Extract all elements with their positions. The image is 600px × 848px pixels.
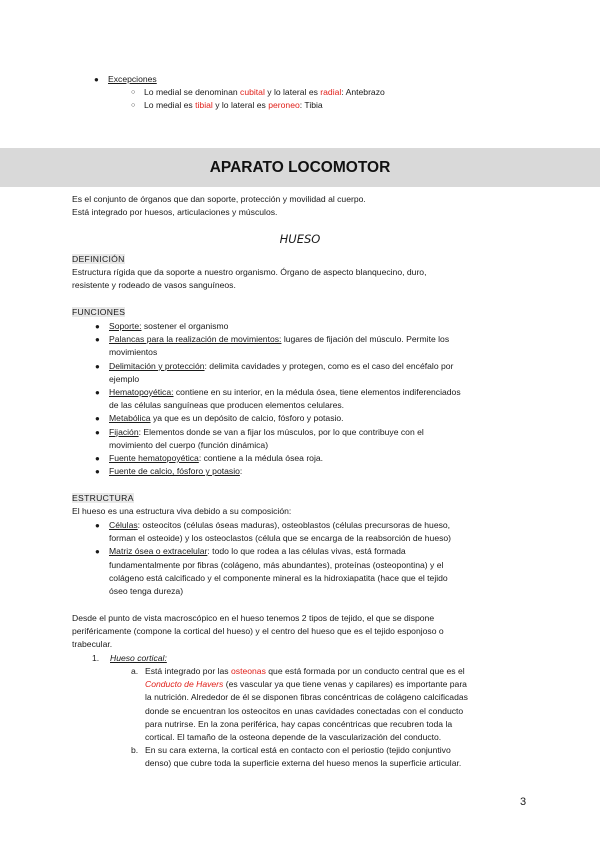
circle-bullet-icon: ○ bbox=[131, 102, 136, 110]
macro-line: trabecular. bbox=[72, 639, 113, 650]
cortical-label: Hueso cortical: bbox=[110, 653, 167, 663]
funciones-heading bbox=[72, 306, 542, 319]
excepcion-item-2 bbox=[131, 99, 568, 112]
item-continuation: donde se encuentran los osteocitos en unas cavidades conectadas con el conducto bbox=[145, 705, 464, 716]
macro-line: Desde el punto de vista macroscópico en el hueso tenemos 2 tipos de tejido, el que se dispone bbox=[72, 613, 435, 623]
item-term: Delimitación y protección bbox=[109, 360, 205, 371]
red-term: osteonas bbox=[231, 666, 266, 676]
item-text: contiene en su interior, en la médula ósea, tiene elementos indiferenciados bbox=[173, 387, 461, 398]
excepciones-item bbox=[94, 73, 568, 86]
list-item bbox=[95, 386, 529, 412]
item-continuation: movimientos bbox=[109, 347, 158, 358]
item-continuation: óseo tenga dureza) bbox=[109, 586, 184, 597]
red-term: radial bbox=[320, 87, 342, 98]
item-text: ya que es un depósito de calcio, fósforo y potasio. bbox=[150, 413, 344, 424]
text: Lo medial es bbox=[144, 100, 196, 111]
estructura-list bbox=[95, 519, 529, 598]
bullet-icon: ● bbox=[95, 414, 100, 424]
circle-bullet-icon: ○ bbox=[131, 89, 136, 97]
macro-paragraph bbox=[72, 612, 542, 652]
item-text: : Elementos donde se van a fijar los músculos, por lo que contribuye con el bbox=[138, 426, 424, 437]
item-continuation: cortical. El tamaño de la osteona depende de la vascularización del conducto. bbox=[145, 732, 442, 743]
list-item bbox=[95, 320, 529, 333]
item-term: Células bbox=[109, 520, 138, 530]
section-subtitle: HUESO bbox=[279, 232, 321, 246]
item-text: : osteocitos (células óseas maduras), osteoblastos (células precursoras de hueso, bbox=[137, 520, 451, 530]
item-term: Hematopoyética: bbox=[109, 387, 174, 398]
item-continuation: la nutrición. Alrededor de él se disponen fibras concéntricas de colágeno calcificadas bbox=[145, 692, 468, 703]
red-term: peroneo bbox=[268, 100, 300, 111]
macro-line: periféricamente (compone la cortical del hueso) y el centro del hueso que es el tejido esponjoso o bbox=[72, 626, 444, 637]
bullet-icon: ● bbox=[95, 427, 100, 437]
item-text: lugares de fijación del músculo. Permite los bbox=[281, 334, 450, 345]
item-text: : contiene a la médula ósea roja. bbox=[198, 453, 324, 464]
item-text: : delimita cavidades y protegen, como es el caso del encéfalo por bbox=[204, 360, 454, 371]
item-term: Soporte: bbox=[109, 321, 142, 331]
list-letter: a. bbox=[131, 666, 139, 676]
excepciones-block bbox=[94, 73, 568, 113]
item-continuation: colágeno está calcificado y el componente mineral es la hidroxiapatita (hace que el tejido bbox=[109, 572, 448, 583]
funciones-section bbox=[72, 306, 542, 319]
red-term: Conducto de Havers bbox=[145, 679, 224, 690]
bullet-icon: ● bbox=[94, 75, 99, 84]
item-continuation: movimiento del cuerpo (función dinámica) bbox=[109, 439, 269, 450]
list-item bbox=[95, 465, 529, 478]
definicion-line: Estructura rígida que da soporte a nuestro organismo. Órgano de aspecto blanquecino, duro, bbox=[72, 267, 427, 278]
cortical-sublist bbox=[131, 665, 535, 771]
list-item bbox=[95, 519, 529, 545]
item-term: Matriz ósea o extracelular bbox=[109, 546, 208, 557]
text: : Tibia bbox=[299, 100, 323, 111]
heading-text: DEFINICIÓN bbox=[72, 254, 125, 264]
list-item bbox=[95, 545, 529, 598]
red-term: tibial bbox=[195, 100, 213, 111]
text: : Antebrazo bbox=[341, 87, 385, 98]
bullet-icon: ● bbox=[95, 388, 100, 398]
intro-line: Está integrado por huesos, articulaciones y músculos. bbox=[72, 207, 278, 218]
list-item bbox=[95, 426, 529, 452]
bullet-icon: ● bbox=[95, 322, 100, 331]
heading-text: ESTRUCTURA bbox=[72, 493, 134, 503]
item-continuation: de las células sanguíneas que producen elementos celulares. bbox=[109, 400, 345, 411]
cortical-item bbox=[92, 652, 530, 665]
definicion-line: resistente y rodeado de vasos sanguíneos. bbox=[72, 280, 236, 291]
definicion-section bbox=[72, 253, 542, 293]
item-continuation: fundamentalmente por fibras (colágeno, más abundantes), proteínas (osteopontina) y el bbox=[109, 559, 444, 570]
text: Lo medial se denominan bbox=[144, 87, 241, 98]
bullet-icon: ● bbox=[95, 361, 100, 371]
item-term: Palancas para la realización de movimientos: bbox=[109, 334, 282, 345]
excepciones-label: Excepciones bbox=[108, 74, 157, 84]
list-item bbox=[95, 333, 529, 359]
heading-text: FUNCIONES bbox=[72, 307, 126, 317]
list-item bbox=[95, 360, 529, 386]
estructura-intro: El hueso es una estructura viva debido a su composición: bbox=[72, 506, 292, 517]
text: y lo lateral es bbox=[264, 87, 321, 98]
item-continuation: para nutrirse. En la zona periférica, hay capas concéntricas que recubren toda la bbox=[145, 718, 453, 729]
intro-line: Es el conjunto de órganos que dan soporte, protección y movilidad al cuerpo. bbox=[72, 194, 366, 204]
estructura-heading bbox=[72, 492, 542, 505]
list-item bbox=[95, 412, 529, 425]
red-term: cubital bbox=[240, 87, 265, 98]
funciones-list bbox=[95, 320, 529, 478]
item-term: Fijación bbox=[109, 426, 139, 437]
item-term: Fuente de calcio, fósforo y potasio bbox=[109, 466, 240, 477]
list-item bbox=[95, 452, 529, 465]
list-number: 1. bbox=[92, 653, 100, 663]
excepcion-item-1 bbox=[131, 86, 568, 99]
item-text: sostener el organismo bbox=[141, 321, 229, 331]
list-letter: b. bbox=[131, 745, 139, 756]
item-continuation: ejemplo bbox=[109, 373, 140, 384]
text: y lo lateral es bbox=[212, 100, 269, 111]
definicion-heading bbox=[72, 253, 542, 266]
cortical-heading-row bbox=[92, 652, 530, 665]
item-term: Fuente hematopoyética bbox=[109, 453, 199, 464]
text: (es vascular ya que tiene venas y capilares) es importante para bbox=[223, 679, 467, 690]
page-number: 3 bbox=[520, 796, 527, 808]
text: Está integrado por las bbox=[145, 666, 231, 676]
item-term: Metabólica bbox=[109, 413, 151, 424]
item-line: denso) que cubre toda la superficie externa del hueso menos la superficie articular. bbox=[145, 758, 462, 769]
estructura-section bbox=[72, 492, 542, 518]
sublist-item-b bbox=[131, 744, 535, 770]
item-line: En su cara externa, la cortical está en contacto con el periostio (tejido conjuntivo bbox=[145, 745, 451, 756]
item-continuation: forman el osteoide) y los osteoclastos (célula que se encarga de la reabsorción de hueso) bbox=[109, 533, 452, 544]
item-text: : bbox=[239, 466, 243, 477]
bullet-icon: ● bbox=[95, 454, 100, 464]
item-text: : todo lo que rodea a las células vivas, está formada bbox=[207, 546, 406, 557]
text: que está formada por un conducto central que es el bbox=[265, 666, 465, 676]
intro-paragraph bbox=[72, 193, 532, 219]
bullet-icon: ● bbox=[95, 521, 100, 530]
bullet-icon: ● bbox=[95, 547, 100, 557]
bullet-icon: ● bbox=[95, 467, 100, 477]
bullet-icon: ● bbox=[95, 335, 100, 345]
page-title: APARATO LOCOMOTOR bbox=[209, 159, 391, 176]
sublist-item-a bbox=[131, 665, 535, 744]
